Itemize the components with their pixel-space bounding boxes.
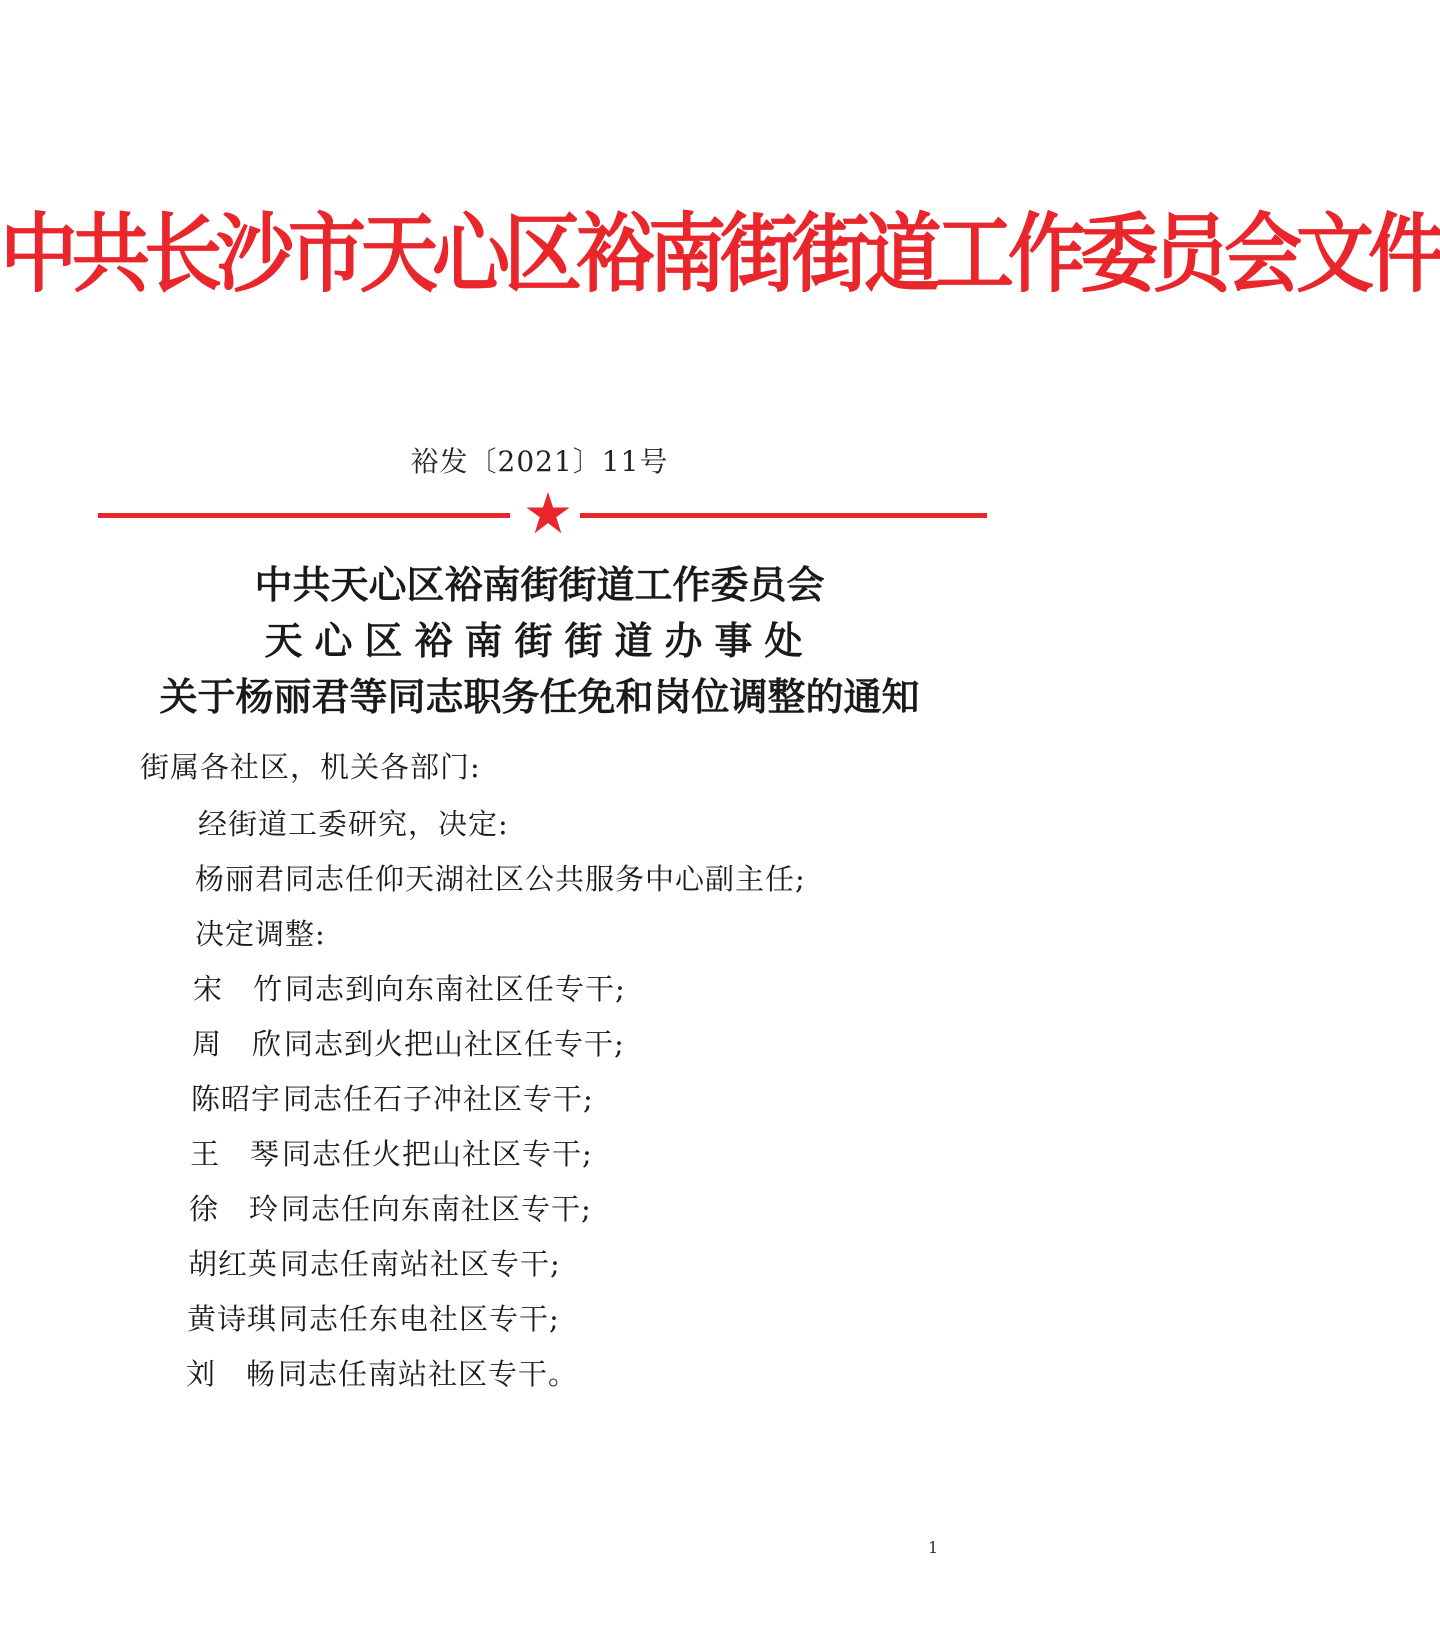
adjustment-text: 同志到火把山社区任专干; (284, 1027, 625, 1061)
adjustment-person: 宋 竹 (193, 972, 284, 1006)
body-adjust-heading: 决定调整: (195, 917, 326, 951)
body-appointment: 杨丽君同志任仰天湖社区公共服务中心副主任; (195, 862, 806, 896)
adjustment-item (188, 1242, 561, 1283)
adjustment-text: 同志任东电社区专干; (279, 1302, 560, 1336)
adjustment-item (193, 967, 626, 1008)
adjustment-text: 同志任向东南社区专干; (281, 1192, 592, 1226)
adjustment-item (192, 1022, 625, 1063)
adjustment-item (187, 1297, 560, 1338)
adjustment-item (186, 1352, 578, 1393)
notice-issuer-2: 天心区裕南街街道办事处 (264, 619, 815, 663)
adjustment-text: 同志到向东南社区任专干; (285, 972, 626, 1006)
document-number: 裕发〔2021〕11号 (410, 445, 669, 478)
red-divider-right (580, 513, 987, 518)
red-divider-left (98, 513, 510, 518)
adjustment-person: 陈昭宇 (191, 1082, 282, 1116)
adjustment-person: 黄诗琪 (187, 1302, 278, 1336)
body-intro: 经街道工委研究，决定: (198, 807, 509, 841)
adjustment-person: 周 欣 (192, 1027, 283, 1061)
adjustment-item (189, 1187, 592, 1228)
adjustment-text: 同志任南站社区专干。 (278, 1357, 579, 1391)
notice-title: 关于杨丽君等同志职务任免和岗位调整的通知 (159, 675, 920, 719)
red-star-icon (525, 490, 571, 536)
adjustment-item (191, 1077, 594, 1118)
adjustment-person: 刘 畅 (186, 1357, 277, 1391)
adjustment-item (190, 1132, 593, 1173)
adjustment-text: 同志任南站社区专干; (280, 1247, 561, 1281)
document-header-title: 中共长沙市天心区裕南街街道工作委员会文件 (0, 205, 1440, 305)
adjustment-text: 同志任火把山社区专干; (282, 1137, 593, 1171)
notice-issuer-1: 中共天心区裕南街街道工作委员会 (254, 563, 825, 607)
adjustment-text: 同志任石子冲社区专干; (283, 1082, 594, 1116)
adjustment-person: 胡红英 (188, 1247, 279, 1281)
page-number: 1 (928, 1538, 939, 1557)
addressee: 街属各社区，机关各部门: (140, 750, 481, 784)
adjustment-person: 王 琴 (190, 1137, 281, 1171)
adjustment-person: 徐 玲 (189, 1192, 280, 1226)
